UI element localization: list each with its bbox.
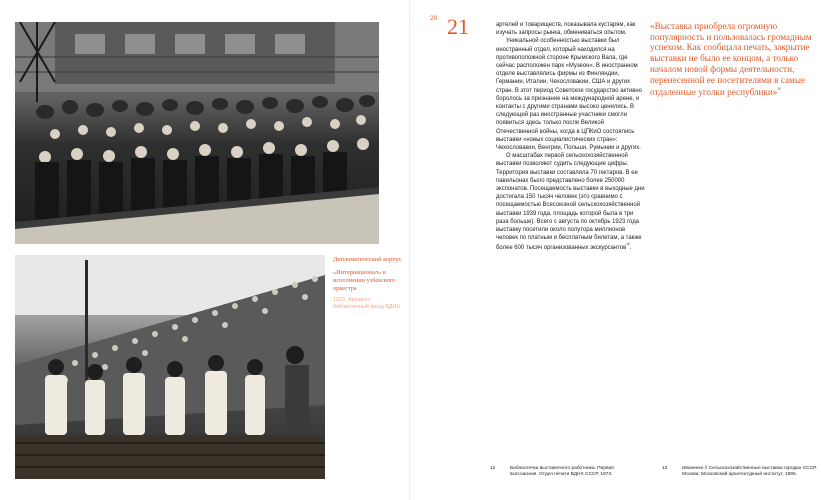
photo-caption [333, 256, 403, 316]
caption-source: 1923. Архивно-библиотечный фонд ВДНХ [333, 297, 401, 311]
body-paragraph: артелей и товариществ, показывала кустарям, как изучать запросы рынка, обмениваться опытом. [496, 22, 636, 37]
footnote-number: 12 [490, 466, 496, 471]
body-text [496, 21, 647, 253]
photo-uzbek-orchestra [15, 255, 325, 479]
caption-diplomatic-corps: Дипломатический корпус [333, 256, 402, 263]
photo-diplomatic-corps [15, 22, 379, 244]
chapter-number: 21 [447, 14, 469, 39]
body-paragraph: О масштабах первой сельскохозяйственной выставки позволяют судить следующие цифры. Территория выставки составляла 70 гектаров. В ее павильонах было представлено более 250000 экспонатов. Посещаемость выставки в выходные дни достигала 150 тысяч человек (это сравнимо с посещаемостью Всесоюзной сельскохозяйственной выставки 1939 года, площадь которой была в три раза больше). Всего с августа по октябрь 1923 года выставку посетили около полутора миллионов человек по платным и бесплатным билетам, а также более 600 тысяч организованных экскурсантов$^{^{12}}$. [496, 153, 645, 252]
footnote-author: Иваненко [682, 466, 704, 471]
footnote-number: 13 [662, 466, 668, 471]
footnote [662, 466, 820, 478]
caption-internationale: «Интернационал» в исполнении узбекского оркестра [333, 268, 396, 292]
footnote [490, 466, 630, 478]
body-paragraph: Уникальной особенностью выставки был иностранный отдел, который находился на противоположной стороне Крымского Вала, где сейчас расположен парк «Музеон». В иностранном отделе выставлялись фирмы из Финляндии, Германии, Италии, Чехословакии, США и других стран. В этот период Советское государство активно боролось за признание на международной арене, и контакты с другими странами высоко ценились. В следующий раз иностранные участники смогли появиться здесь только после Великой Отечественной войны, когда в ЦПКиО состоялись выставки «новых социалистических стран»: Чехословакии, Венгрии, Польши, Румынии и других. [496, 38, 642, 152]
body-paragraph-text: О масштабах первой сельскохозяйственной выставки позволяют судить следующие цифры. Территория выставки составляла 70 гектаров. В ее павильонах было представлено более 250000 экспонатов. Посещаемость выставки в выходные дни достигала 150 тысяч человек (это сравнимо с посещаемостью Всесоюзной сельскохозяйственной выставки 1939 года, площадь которой была в три раза больше). Всего с августа по октябрь 1923 года выставку посетили около полутора миллионов человек по платным и бесплатным билетам, а также более 600 тысяч организованных экскурсантов [496, 153, 645, 252]
pull-quote [650, 21, 818, 98]
quote-footnote-ref: ¹³ [777, 87, 781, 94]
right-page [410, 0, 821, 500]
footnote-text: Библиотечка выставочного работника. Первая всесоюзная. Отдел печати ВДНХ СССР, 1973. [510, 466, 614, 478]
footnote-ref: ¹² [626, 243, 630, 249]
page-number: 20 [430, 15, 438, 22]
pull-quote-text: «Выставка приобрела огромную популярность и пользовалась громадным успехом. Как сообщала печать, закрытие выставки не было ее концом, а только началом новой формы деятельности, перенесенной ее посетителями в самые отдаленные уголки республики» [650, 21, 812, 98]
footnote-text: // Сельскохозяйственные выставки городах СССР. Москва: Московский архитектурный институт, 1995. [682, 466, 817, 478]
left-page [0, 0, 410, 500]
